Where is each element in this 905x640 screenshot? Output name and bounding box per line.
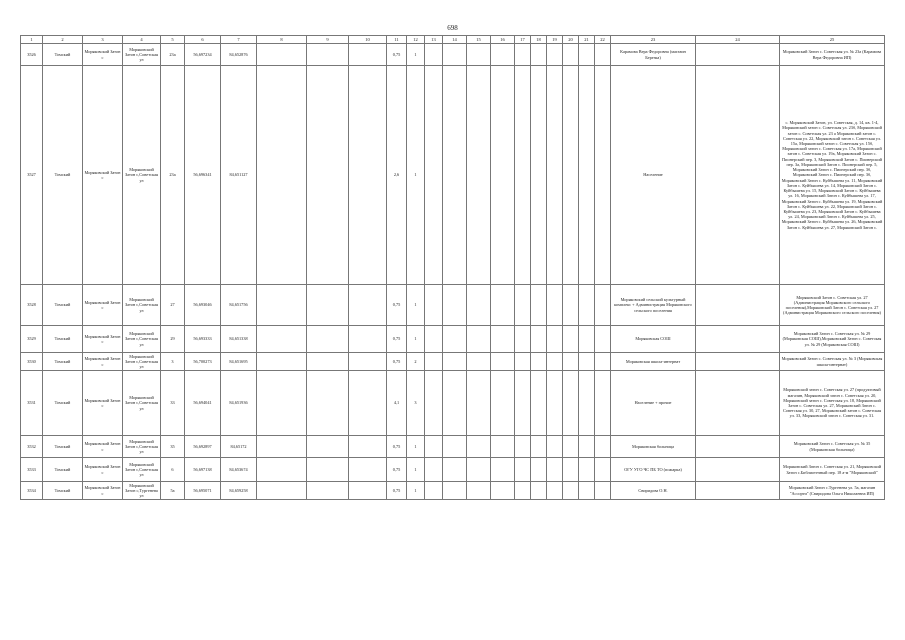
col19-cell [547, 326, 563, 353]
table-row [21, 285, 885, 326]
owner-cell: Моряковская СОШ [611, 326, 696, 353]
latitude-cell: 56,693046 [185, 285, 221, 326]
column-number-18: 18 [531, 36, 547, 44]
col21-cell [579, 285, 595, 326]
column-number-15: 15 [467, 36, 491, 44]
district-cell: Томский [43, 326, 83, 353]
settlement-cell: Моряковский Затон с [83, 353, 123, 371]
col22-cell [595, 436, 611, 458]
col24-cell [696, 44, 780, 66]
latitude-cell: 56,697234 [185, 44, 221, 66]
street-cell: Моряковский Затон с,Советская ул [123, 353, 161, 371]
area-cell: 4,1 [387, 371, 407, 436]
house-cell: 5а [161, 482, 185, 500]
area-cell: 0,75 [387, 326, 407, 353]
owner-cell: Моряковский сельский культурный комплекс + Администрация Моряковского сельского поселения [611, 285, 696, 326]
col16-cell [491, 66, 515, 285]
settlement-cell: Моряковский Затон с [83, 44, 123, 66]
house-cell: 6 [161, 458, 185, 482]
street-cell: Моряковский Затон с,Советская ул [123, 371, 161, 436]
page-number: 698 [447, 24, 458, 32]
column-number-12: 12 [407, 36, 425, 44]
column-number-13: 13 [425, 36, 443, 44]
column-number-23: 23 [611, 36, 696, 44]
street-cell: Моряковский Затон с,Советская ул [123, 458, 161, 482]
col13-cell [425, 482, 443, 500]
col9-cell [307, 285, 349, 326]
owner-cell: Моряковская больница [611, 436, 696, 458]
count-cell: 3 [407, 371, 425, 436]
column-number-row [21, 36, 885, 44]
column-number-24: 24 [696, 36, 780, 44]
source-cell: Моряковский Затон с. Советская ул. № 35 (Моряковская больница) [780, 436, 885, 458]
col15-cell [467, 326, 491, 353]
column-number-25: 25 [780, 36, 885, 44]
district-cell: Томский [43, 436, 83, 458]
column-number-2: 2 [43, 36, 83, 44]
col17-cell [515, 326, 531, 353]
col24-cell [696, 371, 780, 436]
col24-cell [696, 285, 780, 326]
col19-cell [547, 482, 563, 500]
latitude-cell: 56,695071 [185, 482, 221, 500]
col19-cell [547, 66, 563, 285]
col18-cell [531, 353, 547, 371]
col18-cell [531, 44, 547, 66]
col18-cell [531, 66, 547, 285]
settlement-cell: Моряковский Затон с [83, 436, 123, 458]
col14-cell [443, 326, 467, 353]
column-number-7: 7 [221, 36, 257, 44]
house-cell: 27 [161, 285, 185, 326]
longitude-cell: 84,659258 [221, 482, 257, 500]
district-cell: Томский [43, 353, 83, 371]
col17-cell [515, 436, 531, 458]
col22-cell [595, 326, 611, 353]
row-number: 3528 [21, 285, 43, 326]
table-row [21, 66, 885, 285]
source-cell: с. Моряковский Затон, ул. Советская, д. 14, кв. 1-4, Моряковский затон с. Советская ул. 23б, Моряковский затон с. Советская ул. 23 а Моряковский затон с. Советская ул. 22, Моряковский затон с. Советская ул. 15а, Моряковский затон с. Советская ул. 15б, Моряковский затон с. Советская ул. 17а, Моряковский затон с. Советская ул. 19а, Моряковский Затон с. Пионерский пер. 3, Моряковский Затон с. Пионерский пер. 3а, Моряковский Затон с. Пионерский пер. 5, Моряковский Затон с. Пионерский пер. 3б, Моряковский Затон с. Пионерский пер. 3б, Моряковский Затон с. Куйбышева ул. 11, Моряковский Затон с. Куйбышева ул. 14, Моряковский Затон с. Куйбышева ул. 15, Моряковский Затон с. Куйбышева ул. 16, Моряковский Затон с. Куйбышева ул. 17, Моряковский Затон с. Куйбышева ул. 19, Моряковский Затон с. Куйбышева ул. 22, Моряковский Затон с. Куйбышева ул. 23, Моряковский Затон с. Куйбышева ул. 24, Моряковский Затон с. Куйбышева ул. 25, Моряковский Затон с. Куйбышева ул. 26, Моряковский Затон с. Куйбышева ул. 27, Моряковский Затон с. [780, 66, 885, 285]
col19-cell [547, 436, 563, 458]
longitude-cell: 84,652876 [221, 44, 257, 66]
settlement-cell: Моряковский Затон с [83, 326, 123, 353]
col20-cell [563, 285, 579, 326]
column-number-1: 1 [21, 36, 43, 44]
street-cell: Моряковский Затон с,Тургенева ул [123, 482, 161, 500]
col13-cell [425, 436, 443, 458]
count-cell: 1 [407, 482, 425, 500]
owner-cell: ОГУ УГО ЧС ПБ ТО (пожарка) [611, 458, 696, 482]
col13-cell [425, 44, 443, 66]
district-cell: Томский [43, 66, 83, 285]
column-number-19: 19 [547, 36, 563, 44]
row-number: 3527 [21, 66, 43, 285]
longitude-cell: 84,651695 [221, 353, 257, 371]
col15-cell [467, 44, 491, 66]
col17-cell [515, 285, 531, 326]
col15-cell [467, 66, 491, 285]
col14-cell [443, 371, 467, 436]
col20-cell [563, 482, 579, 500]
col14-cell [443, 66, 467, 285]
area-cell: 2,6 [387, 66, 407, 285]
col14-cell [443, 44, 467, 66]
table-row [21, 371, 885, 436]
count-cell: 1 [407, 44, 425, 66]
column-number-11: 11 [387, 36, 407, 44]
col18-cell [531, 436, 547, 458]
house-cell: 29 [161, 326, 185, 353]
col9-cell [307, 66, 349, 285]
longitude-cell: 84,651338 [221, 326, 257, 353]
longitude-cell: 84,651756 [221, 285, 257, 326]
col13-cell [425, 371, 443, 436]
col24-cell [696, 482, 780, 500]
district-cell: Томский [43, 44, 83, 66]
count-cell: 1 [407, 326, 425, 353]
longitude-cell: 84,651127 [221, 66, 257, 285]
col13-cell [425, 353, 443, 371]
row-number: 3526 [21, 44, 43, 66]
row-number: 3531 [21, 371, 43, 436]
row-number: 3534 [21, 482, 43, 500]
col17-cell [515, 66, 531, 285]
col18-cell [531, 371, 547, 436]
col8-cell [257, 458, 307, 482]
col9-cell [307, 482, 349, 500]
col10-cell [349, 326, 387, 353]
col21-cell [579, 458, 595, 482]
count-cell: 2 [407, 353, 425, 371]
col8-cell [257, 482, 307, 500]
col14-cell [443, 436, 467, 458]
col13-cell [425, 285, 443, 326]
col18-cell [531, 482, 547, 500]
col9-cell [307, 326, 349, 353]
col15-cell [467, 371, 491, 436]
row-number: 3529 [21, 326, 43, 353]
col24-cell [696, 66, 780, 285]
street-cell: Моряковский Затон с,Советская ул [123, 285, 161, 326]
table-row [21, 326, 885, 353]
col20-cell [563, 353, 579, 371]
col24-cell [696, 326, 780, 353]
col22-cell [595, 66, 611, 285]
col14-cell [443, 285, 467, 326]
table-row [21, 353, 885, 371]
col18-cell [531, 458, 547, 482]
col9-cell [307, 436, 349, 458]
column-number-22: 22 [595, 36, 611, 44]
district-cell: Томский [43, 482, 83, 500]
column-number-5: 5 [161, 36, 185, 44]
col21-cell [579, 353, 595, 371]
col10-cell [349, 482, 387, 500]
source-cell: Моряковский затон с. Советская ул. 27 (продуктовый магазин, Моряковский затон с. Советская ул. 20, Моряковский затон с. Советская ул. 18, Моряковский Затон с. Советская ул. 27, Моряковский Затон с. Советская ул. 30, 27, Моряковский затон с. Советская ул. 33, Моряковский затон с. Советская ул. 31. [780, 371, 885, 436]
col19-cell [547, 371, 563, 436]
col21-cell [579, 326, 595, 353]
col16-cell [491, 371, 515, 436]
latitude-cell: 56,694041 [185, 371, 221, 436]
latitude-cell: 56,693333 [185, 326, 221, 353]
col16-cell [491, 458, 515, 482]
col8-cell [257, 285, 307, 326]
col17-cell [515, 371, 531, 436]
col18-cell [531, 326, 547, 353]
col16-cell [491, 436, 515, 458]
column-number-3: 3 [83, 36, 123, 44]
settlement-cell: Моряковский Затон с [83, 482, 123, 500]
col9-cell [307, 44, 349, 66]
col10-cell [349, 436, 387, 458]
count-cell: 1 [407, 458, 425, 482]
col21-cell [579, 371, 595, 436]
owner-cell: Население [611, 66, 696, 285]
col16-cell [491, 482, 515, 500]
latitude-cell: 56,697138 [185, 458, 221, 482]
col15-cell [467, 436, 491, 458]
col8-cell [257, 326, 307, 353]
column-number-21: 21 [579, 36, 595, 44]
col10-cell [349, 285, 387, 326]
col14-cell [443, 482, 467, 500]
col21-cell [579, 436, 595, 458]
table-row [21, 44, 885, 66]
count-cell: 1 [407, 285, 425, 326]
col10-cell [349, 458, 387, 482]
col22-cell [595, 371, 611, 436]
col15-cell [467, 353, 491, 371]
col10-cell [349, 44, 387, 66]
settlement-cell: Моряковский Затон с [83, 66, 123, 285]
longitude-cell: 84,65172 [221, 436, 257, 458]
source-cell: Моряковский Затон с. Советская ул. № 3 (Моряковская школа-интернат) [780, 353, 885, 371]
col17-cell [515, 44, 531, 66]
settlement-cell: Моряковский Затон с [83, 458, 123, 482]
col15-cell [467, 482, 491, 500]
col21-cell [579, 482, 595, 500]
col17-cell [515, 458, 531, 482]
table-row [21, 436, 885, 458]
col20-cell [563, 458, 579, 482]
row-number: 3533 [21, 458, 43, 482]
table-row [21, 458, 885, 482]
longitude-cell: 84,651936 [221, 371, 257, 436]
col20-cell [563, 66, 579, 285]
house-cell: 23а [161, 66, 185, 285]
col16-cell [491, 285, 515, 326]
col22-cell [595, 44, 611, 66]
col22-cell [595, 458, 611, 482]
source-cell: Моряковский Затон с.Тургенева ул. 5а, магазин "Ассорти" (Свиридова Ольга Николаевна ИП) [780, 482, 885, 500]
street-cell: Моряковский Затон с,Советская ул [123, 326, 161, 353]
col8-cell [257, 436, 307, 458]
area-cell: 0,75 [387, 458, 407, 482]
latitude-cell: 56,692897 [185, 436, 221, 458]
col22-cell [595, 285, 611, 326]
area-cell: 0,75 [387, 44, 407, 66]
col19-cell [547, 458, 563, 482]
row-number: 3530 [21, 353, 43, 371]
house-cell: 23а [161, 44, 185, 66]
col9-cell [307, 353, 349, 371]
col8-cell [257, 371, 307, 436]
col14-cell [443, 353, 467, 371]
column-number-9: 9 [307, 36, 349, 44]
owner-cell: Свиридова О.Н. [611, 482, 696, 500]
col17-cell [515, 353, 531, 371]
col18-cell [531, 285, 547, 326]
source-cell: Моряковский Затон с. Советская ул. № 29 (Моряковская СОШ),Моряковский Затон с. Советская ул. № 29 (Моряковская СОШ) [780, 326, 885, 353]
col21-cell [579, 44, 595, 66]
settlement-cell: Моряковский Затон с [83, 285, 123, 326]
column-number-4: 4 [123, 36, 161, 44]
col13-cell [425, 66, 443, 285]
street-cell: Моряковский Затон с,Советская ул [123, 44, 161, 66]
col13-cell [425, 458, 443, 482]
district-cell: Томский [43, 371, 83, 436]
col19-cell [547, 285, 563, 326]
col9-cell [307, 458, 349, 482]
col22-cell [595, 353, 611, 371]
col14-cell [443, 458, 467, 482]
area-cell: 0,75 [387, 285, 407, 326]
col16-cell [491, 353, 515, 371]
house-cell: 35 [161, 436, 185, 458]
col16-cell [491, 44, 515, 66]
house-cell: 3 [161, 353, 185, 371]
column-number-8: 8 [257, 36, 307, 44]
col20-cell [563, 44, 579, 66]
col13-cell [425, 326, 443, 353]
street-cell: Моряковский Затон с,Советская ул [123, 66, 161, 285]
col20-cell [563, 371, 579, 436]
longitude-cell: 84,653674 [221, 458, 257, 482]
col16-cell [491, 326, 515, 353]
row-number: 3532 [21, 436, 43, 458]
col15-cell [467, 285, 491, 326]
col10-cell [349, 66, 387, 285]
col20-cell [563, 436, 579, 458]
owner-cell: Карамова Вера Федоровна (магазин Березка) [611, 44, 696, 66]
column-number-20: 20 [563, 36, 579, 44]
col20-cell [563, 326, 579, 353]
owner-cell: Моряковская школа-интернат [611, 353, 696, 371]
col8-cell [257, 66, 307, 285]
area-cell: 0,75 [387, 482, 407, 500]
settlement-cell: Моряковский Затон с [83, 371, 123, 436]
col8-cell [257, 44, 307, 66]
col15-cell [467, 458, 491, 482]
col10-cell [349, 371, 387, 436]
source-cell: Моряковский Затон с. Советская ул. 21, Моряковский Затон с.Библиотечный пер. 18 а-м "Моряковский" [780, 458, 885, 482]
area-cell: 0,75 [387, 353, 407, 371]
col24-cell [696, 353, 780, 371]
col19-cell [547, 353, 563, 371]
count-cell: 1 [407, 436, 425, 458]
col24-cell [696, 458, 780, 482]
col22-cell [595, 482, 611, 500]
col9-cell [307, 371, 349, 436]
column-number-16: 16 [491, 36, 515, 44]
col8-cell [257, 353, 307, 371]
col10-cell [349, 353, 387, 371]
owner-cell: Население + прочие [611, 371, 696, 436]
column-number-17: 17 [515, 36, 531, 44]
latitude-cell: 56,700273 [185, 353, 221, 371]
col21-cell [579, 66, 595, 285]
source-cell: Моряковский Затон с. Советская ул. 27 (Администрация Моряковского сельского поселения),Моряковский Затон с. Советская ул. 27 (Администрация Моряковского сельского поселения) [780, 285, 885, 326]
street-cell: Моряковский Затон с,Советская ул [123, 436, 161, 458]
col24-cell [696, 436, 780, 458]
col19-cell [547, 44, 563, 66]
latitude-cell: 56,696341 [185, 66, 221, 285]
table-row [21, 482, 885, 500]
area-cell: 0,75 [387, 436, 407, 458]
column-number-10: 10 [349, 36, 387, 44]
house-cell: 33 [161, 371, 185, 436]
district-cell: Томский [43, 285, 83, 326]
district-cell: Томский [43, 458, 83, 482]
register-table [20, 35, 885, 500]
count-cell: 1 [407, 66, 425, 285]
column-number-6: 6 [185, 36, 221, 44]
column-number-14: 14 [443, 36, 467, 44]
col17-cell [515, 482, 531, 500]
source-cell: Моряковский Затон с. Советская ул. № 23а (Карамова Вера Федоровна ИП) [780, 44, 885, 66]
